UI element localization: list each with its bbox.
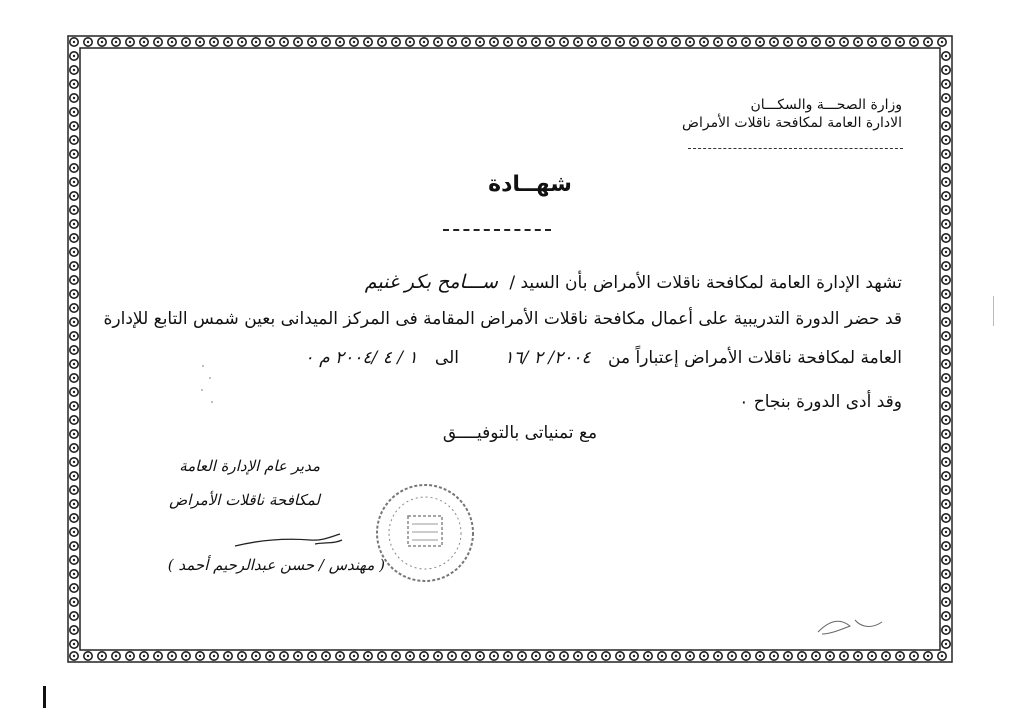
recipient-name: ســـامح بكر غنيم bbox=[364, 271, 498, 293]
body-line-1 bbox=[365, 271, 902, 293]
corner-initials bbox=[810, 612, 890, 642]
title-underline bbox=[443, 229, 551, 231]
date-to: ١ / ٤ /٢٠٠٤ م ٠ bbox=[304, 348, 418, 368]
closing-wish: مع تمنياتى بالتوفيــــق bbox=[442, 423, 598, 443]
signatory-name: ( مهندس / حسن عبدالرحيم أحمد ) bbox=[167, 556, 385, 574]
ministry-name: وزارة الصحـــة والسكـــان bbox=[750, 97, 902, 113]
signature-scribble bbox=[230, 528, 350, 558]
scan-speckles bbox=[198, 360, 218, 410]
scan-mark bbox=[993, 296, 994, 326]
signatory-title-2: لمكافحة ناقلات الأمراض bbox=[169, 491, 320, 509]
attestation-text: تشهد الإدارة العامة لمكافحة ناقلات الأمراض بأن السيد / bbox=[509, 273, 902, 293]
date-to-label: الى bbox=[434, 348, 459, 368]
department-name: الادارة العامة لمكافحة ناقلات الأمراض bbox=[682, 115, 902, 131]
header-divider bbox=[688, 148, 903, 149]
ministry-header bbox=[682, 96, 902, 132]
official-stamp bbox=[370, 478, 480, 588]
date-from: ٢٠٠٤/ ٢ /١٦ bbox=[504, 348, 591, 368]
body-line-3 bbox=[305, 348, 902, 368]
page-margin-mark bbox=[43, 686, 46, 708]
signatory-title-1: مدير عام الإدارة العامة bbox=[179, 457, 320, 475]
date-intro-text: العامة لمكافحة ناقلات الأمراض إعتباراً من bbox=[608, 348, 902, 368]
body-line-4: وقد أدى الدورة بنجاح ٠ bbox=[739, 392, 902, 412]
body-line-2: قد حضر الدورة التدريبية على أعمال مكافحة ناقلات الأمراض المقامة فى المركز الميدانى بعين شمس التابع للإدارة bbox=[103, 309, 902, 329]
certificate-title: شهــادة bbox=[488, 172, 572, 197]
